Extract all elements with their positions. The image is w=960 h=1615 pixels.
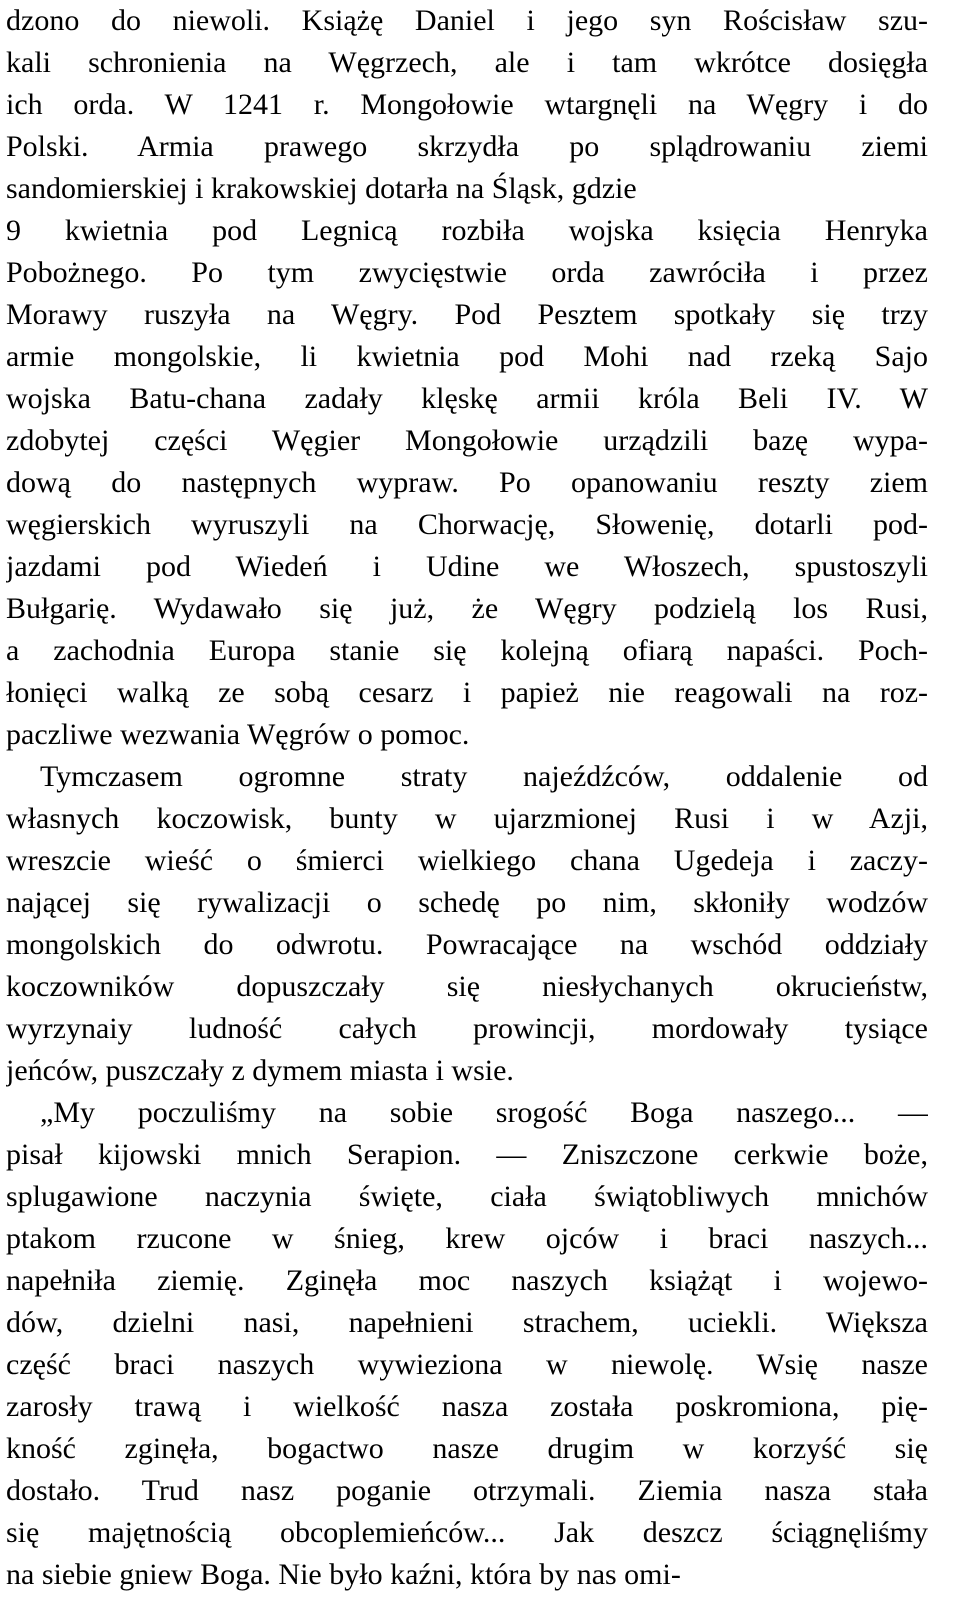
text-line: a zachodnia Europa stanie się kolejną ofiarą napaści. Poch- [6, 634, 928, 667]
text-line: sandomierskiej i krakowskiej dotarła na Śląsk, gdzie [6, 172, 637, 205]
text-line: jeńców, puszczały z dymem miasta i wsie. [6, 1054, 514, 1087]
text-line: kali schronienia na Węgrzech, ale i tam wkrótce dosięgła [6, 46, 928, 79]
text-line: dostało. Trud nasz poganie otrzymali. Ziemia nasza stała [6, 1474, 928, 1507]
text-line: dową do następnych wypraw. Po opanowaniu reszty ziem [6, 466, 928, 499]
text-line: Bułgarię. Wydawało się już, że Węgry podzielą los Rusi, [6, 592, 928, 625]
text-line: część braci naszych wywieziona w niewolę. Wsię nasze [6, 1348, 928, 1381]
text-line: zarosły trawą i wielkość nasza została poskromiona, pię- [6, 1390, 928, 1423]
text-line: dów, dzielni nasi, napełnieni strachem, uciekli. Większa [6, 1306, 928, 1339]
text-line: węgierskich wyruszyli na Chorwację, Słowenię, dotarli pod- [6, 508, 928, 541]
text-line: zdobytej części Węgier Mongołowie urządzili bazę wypa- [6, 424, 928, 457]
text-line: wojska Batu-chana zadały klęskę armii króla Beli IV. W [6, 382, 928, 415]
text-line: pisał kijowski mnich Serapion. — Zniszczone cerkwie boże, [6, 1138, 928, 1171]
text-line: wreszcie wieść o śmierci wielkiego chana Ugedeja i zaczy- [6, 844, 928, 877]
text-line: nającej się rywalizacji o schedę po nim, skłoniły wodzów [6, 886, 928, 919]
text-line: splugawione naczynia święte, ciała świątobliwych mnichów [6, 1180, 928, 1213]
document-page [6, 0, 928, 1615]
paragraph-first-line: „My poczuliśmy na sobie srogość Boga naszego... — [40, 1096, 928, 1129]
text-line: mongolskich do odwrotu. Powracające na wschód oddziały [6, 928, 928, 961]
text-line: wyrzynaiy ludność całych prowincji, mordowały tysiące [6, 1012, 928, 1045]
text-line: Polski. Armia prawego skrzydła po splądrowaniu ziemi [6, 130, 928, 163]
text-line: kność zginęła, bogactwo nasze drugim w korzyść się [6, 1432, 928, 1465]
text-line: ptakom rzucone w śnieg, krew ojców i braci naszych... [6, 1222, 928, 1255]
text-line: armie mongolskie, li kwietnia pod Mohi nad rzeką Sajo [6, 340, 928, 373]
text-line: napełniła ziemię. Zginęła moc naszych książąt i wojewo- [6, 1264, 928, 1297]
text-line: 9 kwietnia pod Legnicą rozbiła wojska księcia Henryka [6, 214, 928, 247]
text-line: się majętnością obcoplemieńców... Jak deszcz ściągnęliśmy [6, 1516, 928, 1549]
text-line: Morawy ruszyła na Węgry. Pod Pesztem spotkały się trzy [6, 298, 928, 331]
text-line: paczliwe wezwania Węgrów o pomoc. [6, 718, 470, 751]
text-line: dzono do niewoli. Książę Daniel i jego syn Rościsław szu- [6, 4, 928, 37]
text-line: ich orda. W 1241 r. Mongołowie wtargnęli na Węgry i do [6, 88, 928, 121]
text-line: na siebie gniew Boga. Nie było kaźni, która by nas omi- [6, 1558, 681, 1591]
text-line: jazdami pod Wiedeń i Udine we Włoszech, spustoszyli [6, 550, 928, 583]
paragraph-first-line: Tymczasem ogromne straty najeźdźców, oddalenie od [40, 760, 928, 793]
text-line: Pobożnego. Po tym zwycięstwie orda zawróciła i przez [6, 256, 928, 289]
text-line: koczowników dopuszczały się niesłychanych okrucieństw, [6, 970, 928, 1003]
text-line: łonięci walką ze sobą cesarz i papież nie reagowali na roz- [6, 676, 928, 709]
text-line: własnych koczowisk, bunty w ujarzmionej Rusi i w Azji, [6, 802, 928, 835]
